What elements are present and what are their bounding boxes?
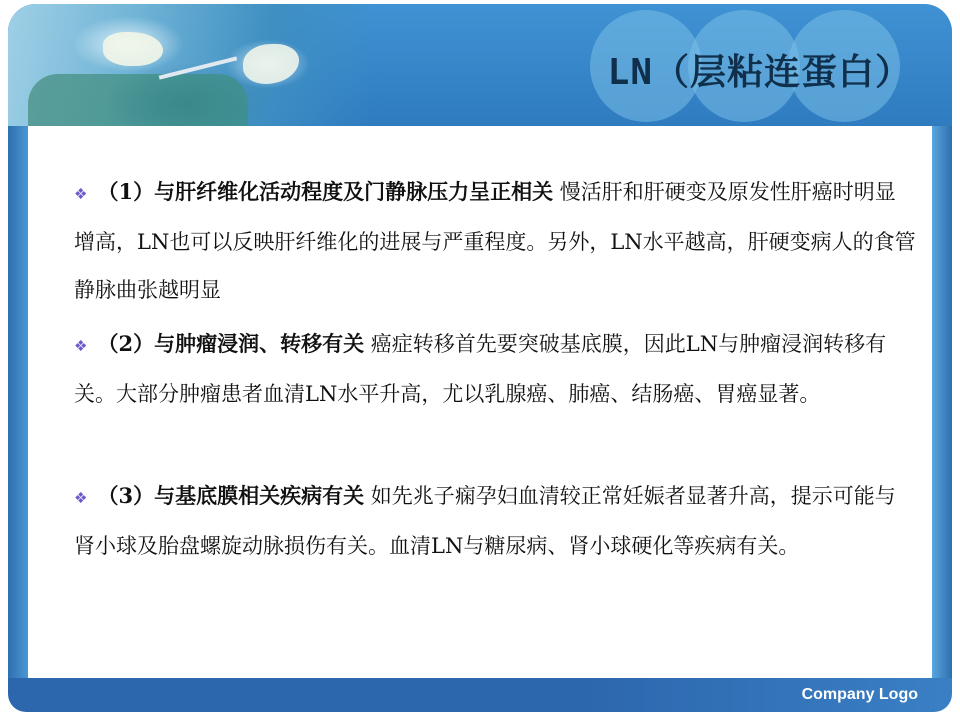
diamond-bullet-icon: ❖ (74, 489, 88, 507)
paragraph-heading: （3）与基底膜相关疾病有关 (97, 483, 365, 508)
photo-glove-left (103, 32, 163, 66)
paragraph-body: 慢活肝和肝硬变及原发性肝癌时明显增高，LN也可以反映肝纤维化的进展与严重程度。另外，LN水平越高，肝硬变病人的食管静脉曲张越明显 (74, 180, 916, 302)
paragraph-1 (74, 168, 916, 314)
paragraph-3 (74, 472, 916, 570)
photo-glove-right (243, 44, 299, 84)
slide-title: LN（层粘连蛋白） (607, 52, 912, 93)
footer-band (8, 678, 952, 712)
company-logo: Company Logo (801, 686, 918, 703)
paragraph-body: 癌症转移首先要突破基底膜，因此LN与肿瘤浸润转移有关。大部分肿瘤患者血清LN水平升高，尤以乳腺癌、肺癌、结肠癌、胃癌显著。 (74, 332, 887, 406)
frame-left-edge (8, 120, 28, 680)
photo-cloth (28, 74, 248, 126)
diamond-bullet-icon: ❖ (74, 185, 88, 203)
paragraph-heading: （1）与肝纤维化活动程度及门静脉压力呈正相关 (97, 179, 554, 204)
surgery-photo (8, 4, 368, 126)
frame-right-edge (932, 120, 952, 690)
diamond-bullet-icon: ❖ (74, 337, 88, 355)
paragraph-2 (74, 320, 916, 418)
paragraph-heading: （2）与肿瘤浸润、转移有关 (97, 331, 365, 356)
paragraph-body: 如先兆子痫孕妇血清较正常妊娠者显著升高，提示可能与肾小球及胎盘螺旋动脉损伤有关。血清LN与糖尿病、肾小球硬化等疾病有关。 (74, 484, 896, 558)
header-band (8, 4, 952, 126)
content-panel (28, 126, 932, 682)
